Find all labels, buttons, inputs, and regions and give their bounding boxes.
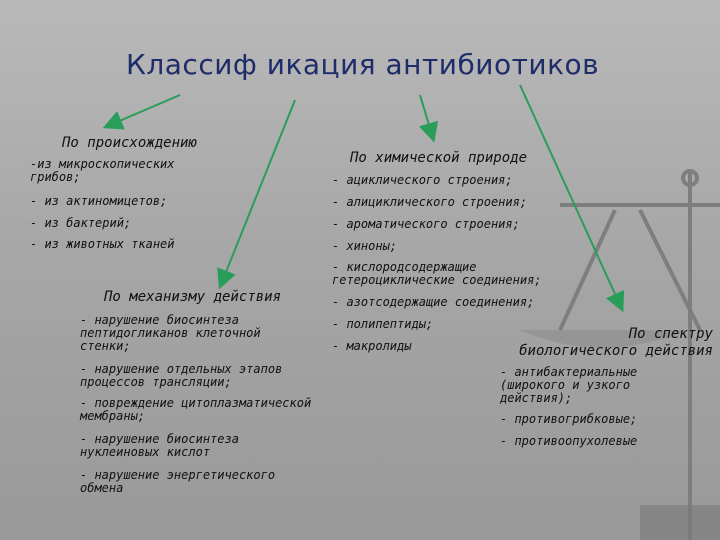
origin-heading: По происхождению xyxy=(62,135,197,151)
chemistry-item: - макролиды xyxy=(332,339,412,353)
chemistry-item: - ациклического строения; xyxy=(332,173,513,187)
origin-item: - из актиномицетов; xyxy=(30,194,168,208)
chemistry-item: - алициклического строения; xyxy=(332,195,528,209)
mechanism-item: - нарушение биосинтеза нуклеиновых кислот xyxy=(80,432,239,459)
mechanism-item: - нарушение биосинтеза пептидогликанов клеточной стенки; xyxy=(80,313,261,353)
mechanism-heading: По механизму действия xyxy=(104,289,282,305)
chemistry-heading: По химической природе xyxy=(350,150,528,166)
spectrum-heading: По спектру биологического действия xyxy=(519,326,713,359)
chemistry-item: - ароматического строения; xyxy=(332,217,520,231)
spectrum-item: - противогрибковые; xyxy=(500,412,638,426)
mechanism-item: - нарушение отдельных этапов процессов трансляции; xyxy=(80,362,283,389)
chemistry-item: - полипептиды; xyxy=(332,317,434,331)
origin-item: -из микроскопических грибов; xyxy=(30,157,175,184)
origin-item: - из бактерий; xyxy=(30,216,132,230)
origin-item: - из животных тканей xyxy=(30,237,175,251)
mechanism-item: - повреждение цитоплазматической мембраны; xyxy=(80,396,312,423)
page-title: Классиф икация антибиотиков xyxy=(126,48,600,81)
chemistry-item: - азотсодержащие соединения; xyxy=(332,295,535,309)
chemistry-item: - кислородсодержащие гетероциклические соединения; xyxy=(332,260,542,287)
mechanism-item: - нарушение энергетического обмена xyxy=(80,468,276,495)
spectrum-item: - противоопухолевые xyxy=(500,434,638,448)
chemistry-item: - хиноны; xyxy=(332,239,398,253)
spectrum-item: - антибактериальные (широкого и узкого действия); xyxy=(500,365,638,405)
